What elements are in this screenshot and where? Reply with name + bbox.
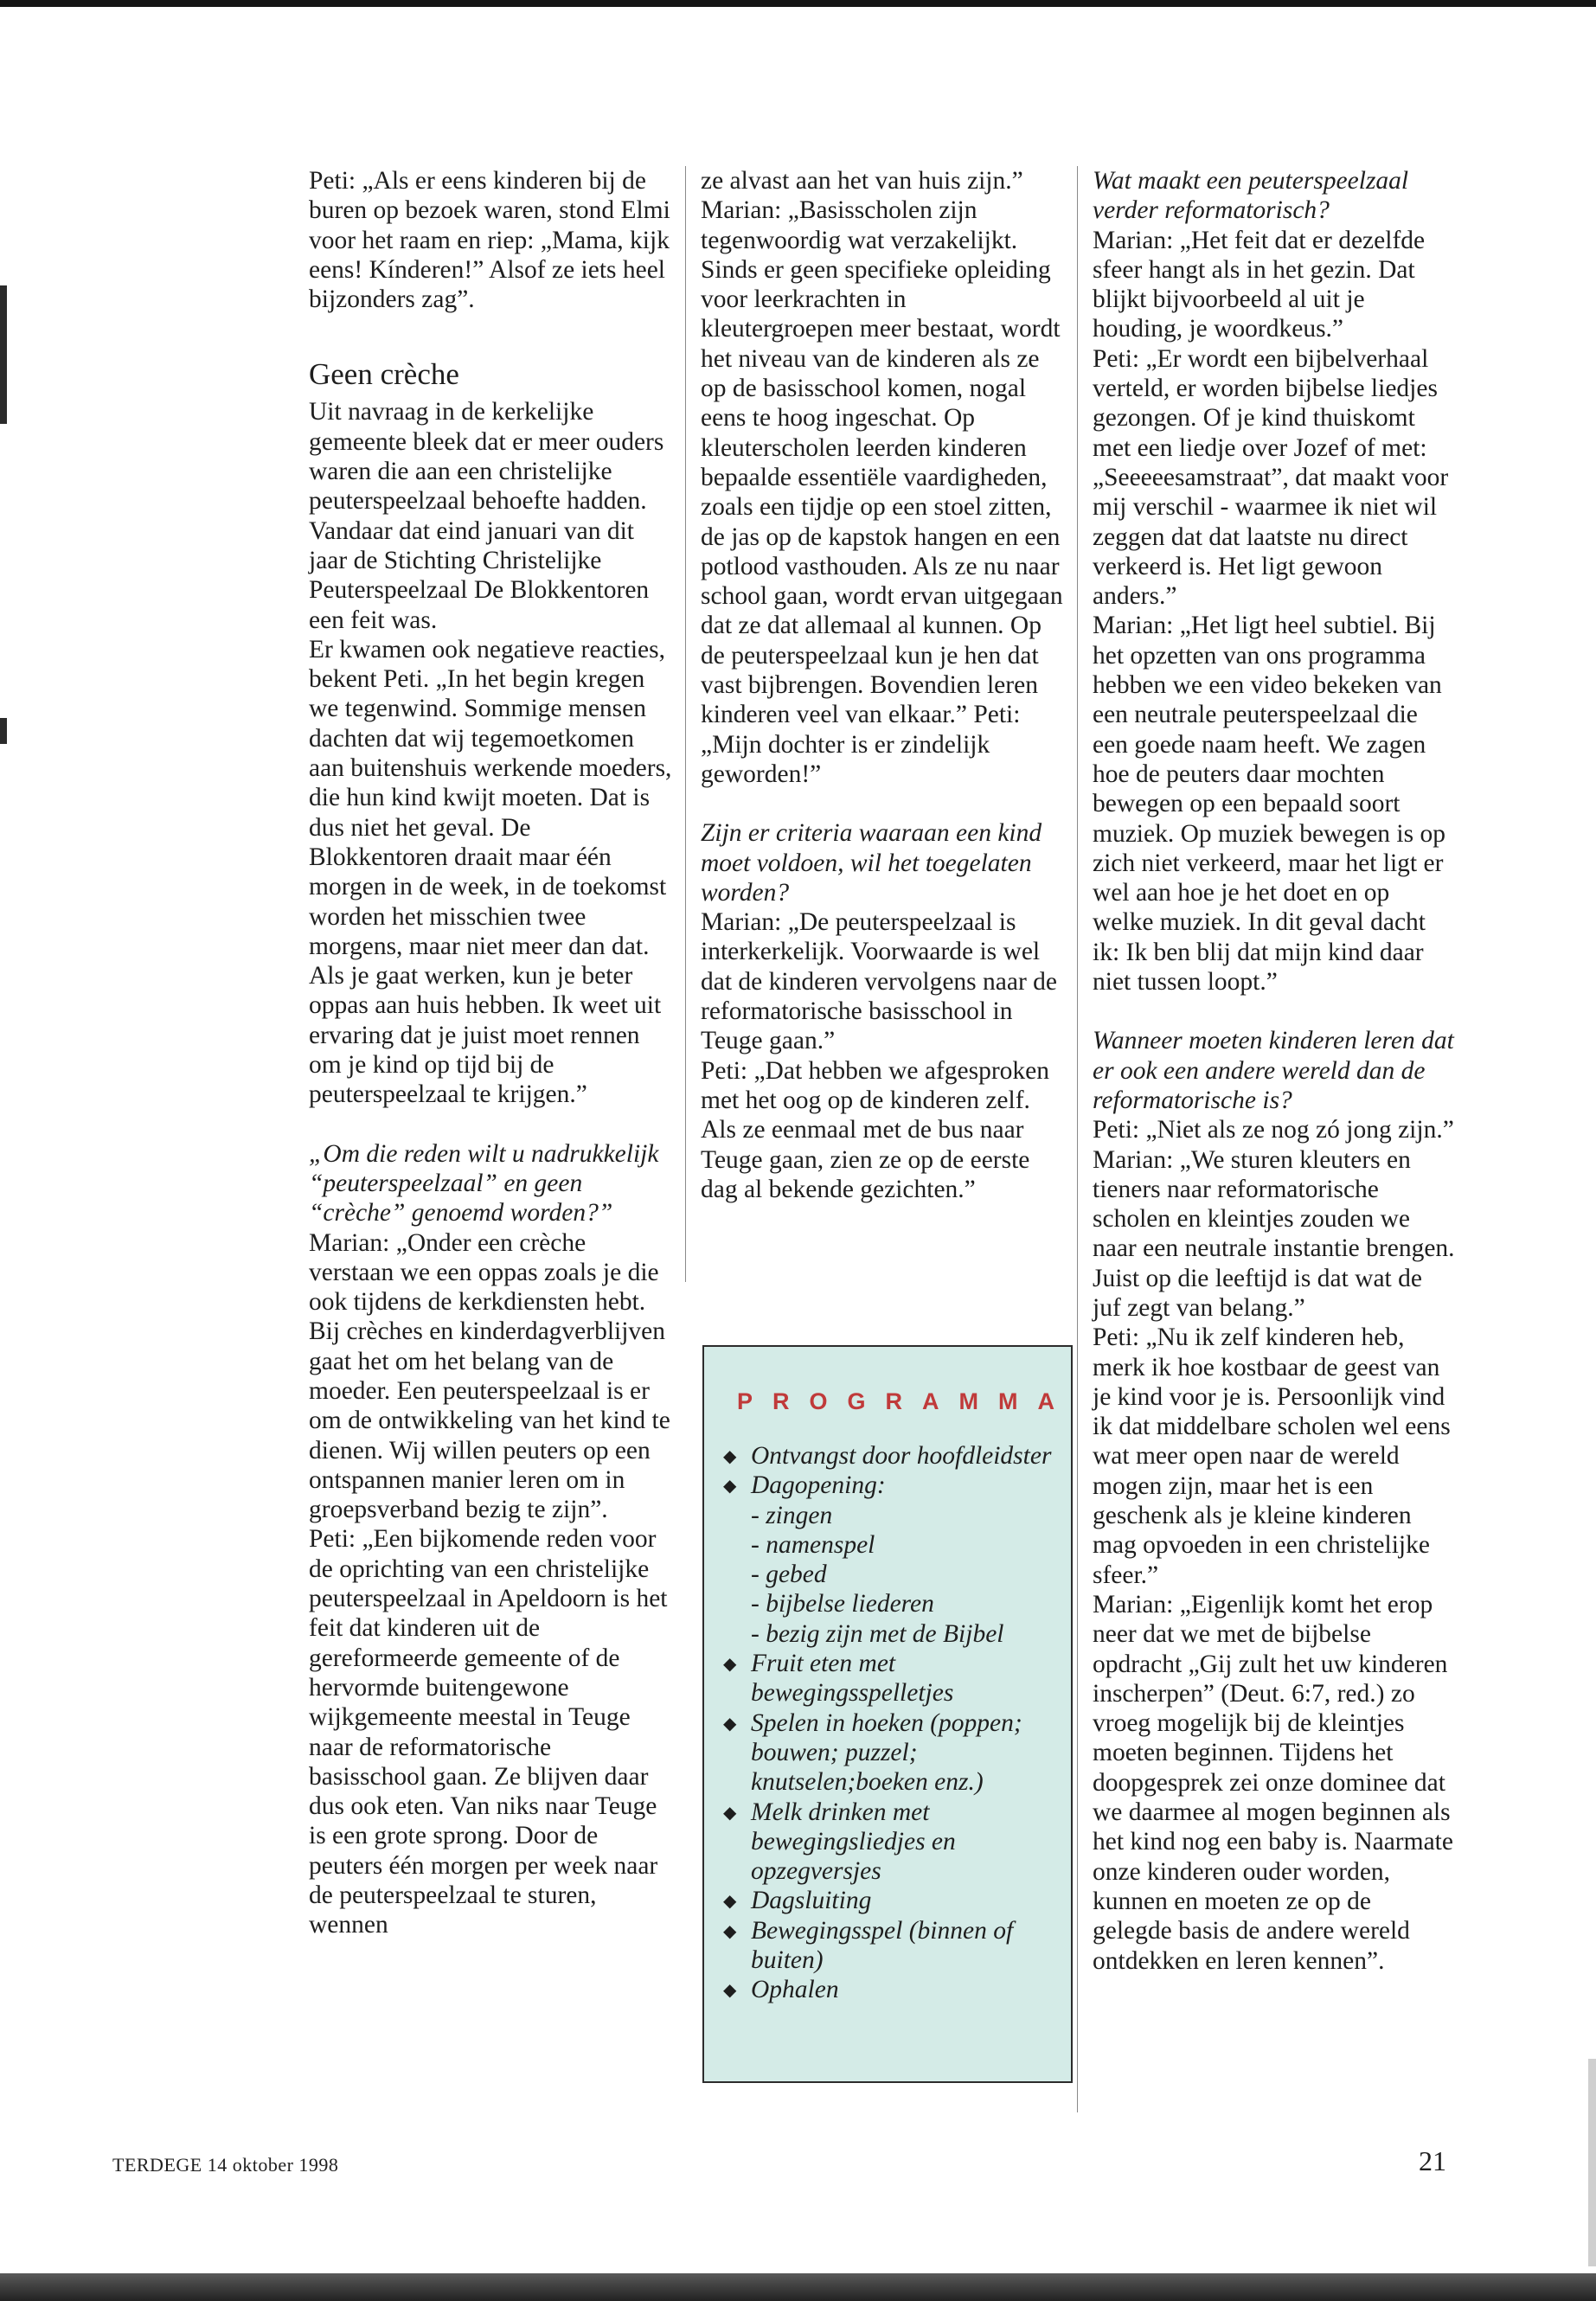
page-number: 21 — [1419, 2145, 1446, 2176]
programma-subitem: - gebed — [751, 1561, 827, 1589]
paragraph: Marian: „De peuterspeelzaal is interkerkelijk. Voorwaarde is wel dat de kinderen vervolgens naar de reformatorische basisschool in Teuge gaan.” — [701, 908, 1058, 1055]
programma-box — [702, 1345, 1073, 2083]
scan-left-mark — [0, 285, 7, 424]
article-column-1 — [309, 166, 672, 1940]
scan-top-edge — [0, 0, 1596, 7]
intro-paragraph: Peti: „Als er eens kinderen bij de buren op bezoek waren, stond Elmi voor het raam en riep: „Mama, kijk eens! Kínderen!” Alsof ze iets heel bijzonders zag”. — [309, 167, 670, 314]
column-divider — [685, 166, 686, 1282]
programma-item: ◆ Melk drinken met bewegingsliedjes en opzegversjes — [723, 1798, 956, 1886]
paragraph: Marian: „Basisscholen zijn tegenwoordig wat verzakelijkt. Sinds er geen specifieke opleiding voor leerkrachten in kleutergroepen meer bestaat, wordt het niveau van de kinderen als ze op de basisschool komen, nogal eens te hoog ingeschat. Op kleuterscholen leerden kinderen bepaalde essentiële vaardigheden, zoals een tijdje op een stoel zitten, de jas op de kapstok hangen en een potlood vasthouden. Als ze nu naar school gaan, wordt ervan uitgegaan dat ze dat allemaal al kunnen. Op de peuterspeelzaal kun je hen dat vast bijbrengen. Bovendien leren kinderen veel van elkaar.” Peti: „Mijn dochter is er zindelijk geworden!” — [701, 196, 1063, 788]
paragraph: Peti: „Niet als ze nog zó jong zijn.” — [1093, 1116, 1454, 1144]
paragraph: Peti: „Er wordt een bijbelverhaal verteld, er worden bijbelse liedjes gezongen. Of je kind thuiskomt met een liedje over Jozef of met: „Seeeeesamstraat”, dat maakt voor mij verschil - waarmee ik niet wil zeggen dat dat laatste nu direct verkeerd is. Het ligt gewoon anders.” — [1093, 344, 1449, 611]
diamond-bullet-icon: ◆ — [723, 1920, 737, 1941]
scan-right-mark — [1588, 2059, 1596, 2266]
programma-subitem: - bezig zijn met de Bijbel — [751, 1619, 1004, 1648]
diamond-bullet-icon: ◆ — [723, 1890, 737, 1912]
paragraph: Marian: „Het feit dat er dezelfde sfeer hangt als in het gezin. Dat blijkt bijvoorbeeld al uit je houding, je woordkeus.” — [1093, 226, 1426, 343]
article-column-3 — [1093, 166, 1456, 1976]
publication-footer: TERDEGE 14 oktober 1998 — [112, 2154, 339, 2176]
programma-title: PROGRAMMA — [737, 1388, 1074, 1414]
programma-item: ◆ Bewegingsspel (binnen of buiten) — [723, 1916, 1014, 1975]
diamond-bullet-icon: ◆ — [723, 1653, 737, 1675]
programma-item: ◆ Fruit eten met bewegingsspelletjes — [723, 1650, 954, 1708]
programma-item: ◆ Ontvangst door hoofdleidster — [723, 1442, 1052, 1470]
column-divider — [1077, 166, 1078, 2112]
programma-subitem: - bijbelse liederen — [751, 1590, 934, 1618]
paragraph: Peti: „Nu ik zelf kinderen heb, merk ik hoe kostbaar de geest van je kind voor je is. Persoonlijk vind ik dat middelbare scholen wel eens wat meer open naar de wereld mogen zijn, maar het is een geschenk als je kleine kinderen mag opvoeden in een christelijke sfeer.” — [1093, 1324, 1451, 1589]
paragraph: Peti: „Een bijkomende reden voor de oprichting van een christelijke peuterspeelzaal in Apeldoorn is het feit dat kinderen uit de gereformeerde gemeente of de hervormde buitengewone wijkgemeente meestal in Teuge naar de reformatorische basisschool gaan. Ze blijven daar dus ook eten. Van niks naar Teuge is een grote sprong. Door de peuters één morgen per week naar de peuterspeelzaal te sturen, wennen — [309, 1525, 668, 1939]
programma-item: ◆ Dagsluiting — [723, 1887, 872, 1915]
article-column-2 — [701, 166, 1064, 1204]
programma-subitem: - namenspel — [751, 1530, 875, 1559]
interview-question: Zijn er criteria waaraan een kind moet voldoen, wil het toegelaten worden? — [701, 819, 1042, 907]
programma-item: ◆ Dagopening: — [723, 1471, 886, 1500]
diamond-bullet-icon: ◆ — [723, 1475, 737, 1497]
scan-left-mark — [0, 718, 7, 744]
diamond-bullet-icon: ◆ — [723, 1712, 737, 1734]
interview-question: Wanneer moeten kinderen leren dat er ook een andere wereld dan de reformatorische is? — [1093, 1027, 1454, 1114]
paragraph: Marian: „Eigenlijk komt het erop neer dat we met de bijbelse opdracht „Gij zult het uw kinderen inscherpen” (Deut. 6:7, red.) zo vroeg mogelijk bij de kleintjes moeten beginnen. Tijdens het doopgesprek zei onze dominee dat we daarmee al mogen beginnen als het kind nog een baby is. Naarmate onze kinderen ouder worden, kunnen en moeten ze op de gelegde basis de andere wereld ontdekken en leren kennen”. — [1093, 1590, 1453, 1975]
paragraph: Marian: „We sturen kleuters en tieners naar reformatorische scholen en kleintjes zouden we naar een neutrale instantie brengen. Juist op die leeftijd is dat wat de juf zegt van belang.” — [1093, 1145, 1455, 1322]
scan-bottom-edge — [0, 2273, 1596, 2301]
paragraph: Uit navraag in de kerkelijke gemeente bleek dat er meer ouders waren die aan een christelijke peuterspeelzaal behoefte hadden. Vandaar dat eind januari van dit jaar de Stichting Christelijke Peuterspeelzaal De Blokkentoren een feit was. — [309, 398, 664, 634]
interview-question: „Om die reden wilt u nadrukkelijk “peuterspeelzaal” en geen “crèche” genoemd worden?” — [309, 1139, 659, 1227]
section-heading: Geen crèche — [309, 357, 459, 392]
diamond-bullet-icon: ◆ — [723, 1979, 737, 2001]
interview-question: Wat maakt een peuterspeelzaal verder reformatorisch? — [1093, 167, 1409, 225]
diamond-bullet-icon: ◆ — [723, 1801, 737, 1823]
programma-item: ◆ Spelen in hoeken (poppen; bouwen; puzzel; knutselen;boeken enz.) — [723, 1708, 1022, 1797]
paragraph: Peti: „Dat hebben we afgesproken met het oog op de kinderen zelf. Als ze eenmaal met de bus naar Teuge gaan, zien ze op de eerste dag al bekende gezichten.” — [701, 1056, 1050, 1203]
programma-item: ◆ Ophalen — [723, 1976, 839, 2004]
paragraph: ze alvast aan het van huis zijn.” — [701, 167, 1023, 195]
paragraph: Marian: „Het ligt heel subtiel. Bij het opzetten van ons programma hebben we een video bekeken van een neutrale peuterspeelzaal die een goede naam heeft. We zagen hoe de peuters daar mochten bewegen op een bepaald soort muziek. Op muziek bewegen is op zich niet verkeerd, maar het ligt er wel aan hoe je het doet en op welke muziek. In dit geval dacht ik: Ik ben blij dat mijn kind daar niet tussen loopt.” — [1093, 612, 1445, 997]
programma-subitem: - zingen — [751, 1501, 833, 1529]
paragraph: Marian: „Onder een crèche verstaan we een oppas zoals je die ook tijdens de kerkdiensten hebt. Bij crèches en kinderdagverblijven gaat het om het belang van de moeder. Een peuterspeelzaal is er om de ontwikkeling van het kind te dienen. Wij willen peuters op een ontspannen manier leren om in groepsverband bezig te zijn”. — [309, 1228, 670, 1524]
paragraph: Er kwamen ook negatieve reacties, bekent Peti. „In het begin kregen we tegenwind. Sommige mensen dachten dat wij tegemoetkomen aan buitenshuis werkende moeders, die hun kind kwijt moeten. Dat is dus niet het geval. De Blokkentoren draait maar één morgen in de week, in de toekomst worden het misschien twee morgens, maar niet meer dan dat. Als je gaat werken, kun je beter oppas aan huis hebben. Ik weet uit ervaring dat je juist moet rennen om je kind op tijd bij de peuterspeelzaal te krijgen.” — [309, 635, 672, 1109]
diamond-bullet-icon: ◆ — [723, 1445, 737, 1466]
programma-list — [704, 1441, 1071, 2005]
